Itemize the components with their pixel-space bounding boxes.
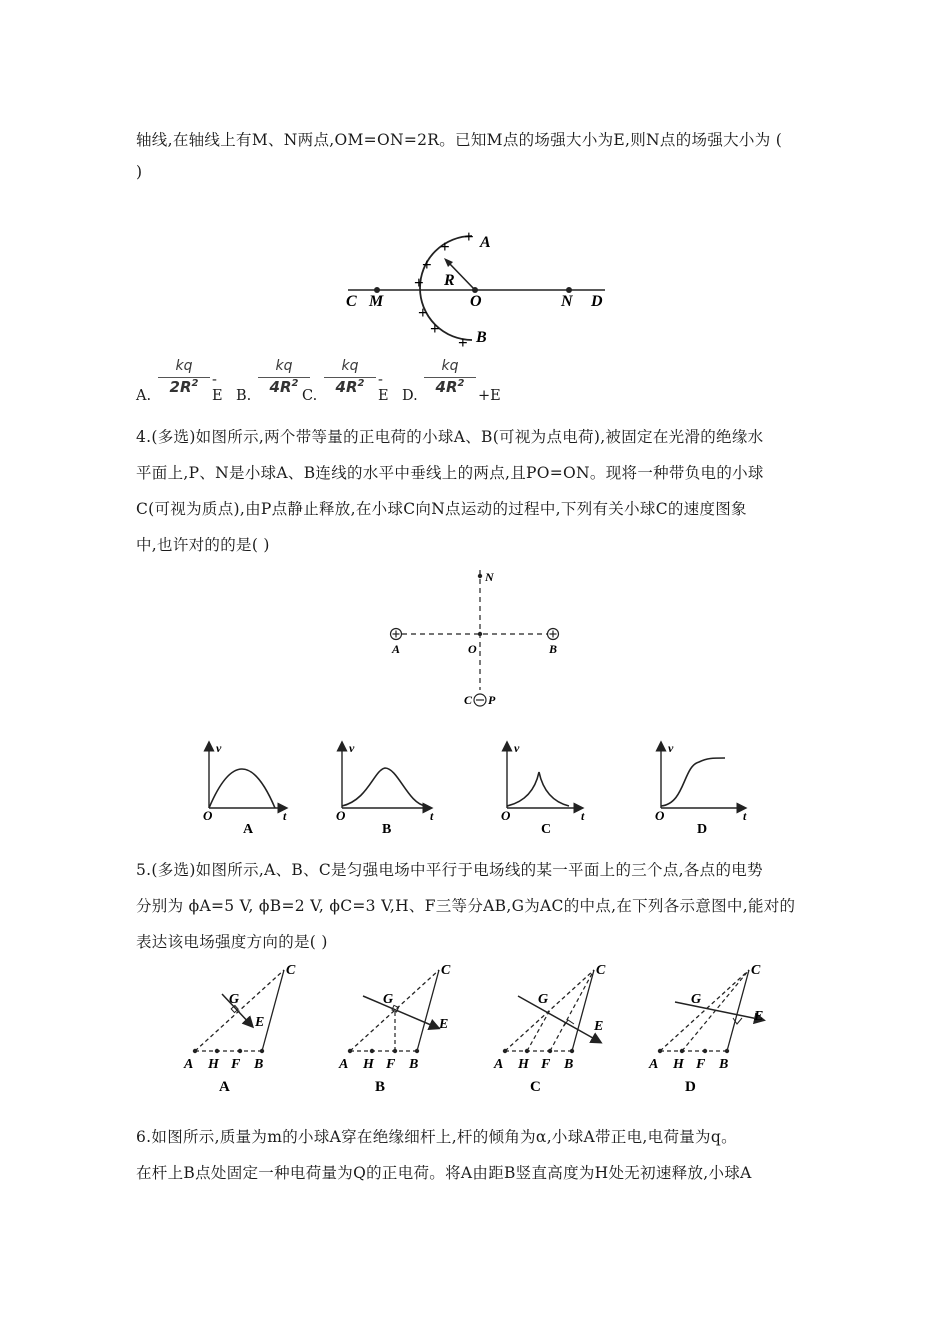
svg-text:t: t xyxy=(581,809,585,823)
svg-text:O: O xyxy=(501,808,511,823)
svg-text:H: H xyxy=(363,1057,374,1072)
q5-field-diagrams xyxy=(180,958,780,1098)
svg-text:+: + xyxy=(440,237,450,256)
svg-text:B: B xyxy=(254,1057,264,1072)
field-diagram-b-label: B xyxy=(375,1079,386,1095)
svg-text:B: B xyxy=(564,1057,574,1072)
fig3-label-o: O xyxy=(470,293,482,310)
q5-text-line1: 5.(多选)如图所示,A、B、C是匀强电场中平行于电场线的某一平面上的三个点,各点的电势 xyxy=(136,861,763,879)
svg-text:v: v xyxy=(216,741,222,755)
q3-text-line1: 轴线,在轴线上有M、N两点,OM=ON=2R。已知M点的场强大小为E,则N点的场强大小为 ( xyxy=(136,131,783,149)
svg-text:v: v xyxy=(514,741,520,755)
fig3-label-b: B xyxy=(476,329,487,346)
svg-text:A: A xyxy=(649,1057,659,1072)
fig4-label-b: B xyxy=(549,642,558,656)
svg-text:+: + xyxy=(464,227,474,246)
svg-text:C: C xyxy=(751,963,761,978)
q5-text-line2: 分别为 ϕA=5 V, ϕB=2 V, ϕC=3 V,H、F三等分AB,G为AC的中点,在下列各示意图中,能对的 xyxy=(136,897,796,915)
fig4-label-n: N xyxy=(485,570,494,584)
field-diagram-b[interactable] xyxy=(338,963,451,1095)
fig3-label-m: M xyxy=(369,293,384,310)
svg-text:t: t xyxy=(430,809,434,823)
q6-text-line2: 在杆上B点处固定一种电荷量为Q的正电荷。将A由距B竖直高度为H处无初速释放,小球A xyxy=(136,1164,752,1182)
velocity-graph-d-label: D xyxy=(697,822,708,837)
svg-text:G: G xyxy=(229,992,240,1007)
svg-text:O: O xyxy=(203,808,213,823)
svg-text:+: + xyxy=(414,273,424,292)
svg-text:G: G xyxy=(691,992,702,1007)
svg-text:E: E xyxy=(594,1019,604,1034)
svg-text:A: A xyxy=(184,1057,194,1072)
q4-text-line2: 平面上,P、N是小球A、B连线的水平中垂线上的两点,且PO=ON。现将一种带负电的小球 xyxy=(136,464,764,482)
velocity-graph-c-label: C xyxy=(541,822,552,837)
svg-text:t: t xyxy=(743,809,747,823)
field-diagram-d-label: D xyxy=(685,1079,696,1095)
svg-text:+: + xyxy=(422,255,432,274)
svg-text:E: E xyxy=(439,1017,449,1032)
field-diagram-c[interactable] xyxy=(493,963,606,1095)
field-diagram-d[interactable] xyxy=(648,963,763,1095)
q3-semicircle-figure xyxy=(330,222,620,352)
svg-text:t: t xyxy=(283,809,287,823)
svg-text:O: O xyxy=(655,808,665,823)
svg-text:G: G xyxy=(538,992,549,1007)
svg-text:O: O xyxy=(336,808,346,823)
q3-options: A. kq $2R^2$ -E B. kq $4R^2$ C. kq $4R^2$ -E D. kq $4R^2$ +E xyxy=(136,358,501,404)
q3-text-line2: ) xyxy=(136,163,143,181)
q4-text-line4: 中,也许对的的是( ) xyxy=(136,536,270,554)
fig3-label-a: A xyxy=(480,234,491,251)
fig3-label-r: R xyxy=(444,272,455,289)
q4-velocity-graphs xyxy=(195,738,755,838)
svg-text:F: F xyxy=(541,1057,551,1072)
velocity-graph-b[interactable] xyxy=(336,741,434,837)
q6-text-line1: 6.如图所示,质量为m的小球A穿在绝缘细杆上,杆的倾角为α,小球A带正电,电荷量为q。 xyxy=(136,1128,737,1146)
fig3-label-d: D xyxy=(591,293,603,310)
svg-text:A: A xyxy=(494,1057,504,1072)
fig4-label-c: C xyxy=(464,693,473,707)
svg-text:C: C xyxy=(596,963,606,978)
velocity-graph-a-label: A xyxy=(243,822,254,837)
velocity-graph-d[interactable] xyxy=(655,741,747,837)
svg-text:v: v xyxy=(668,741,674,755)
svg-text:E: E xyxy=(255,1015,265,1030)
svg-text:H: H xyxy=(208,1057,219,1072)
q5-text-line3: 表达该电场强度方向的是( ) xyxy=(136,933,328,951)
svg-text:G: G xyxy=(383,992,394,1007)
q4-text-line1: 4.(多选)如图所示,两个带等量的正电荷的小球A、B(可视为点电荷),被固定在光滑的绝缘水 xyxy=(136,428,764,446)
svg-text:H: H xyxy=(518,1057,529,1072)
q4-charges-figure xyxy=(380,560,580,720)
q4-text-line3: C(可视为质点),由P点静止释放,在小球C向N点运动的过程中,下列有关小球C的速度图象 xyxy=(136,500,747,518)
svg-text:F: F xyxy=(231,1057,241,1072)
velocity-graph-c[interactable] xyxy=(501,741,585,837)
svg-text:E: E xyxy=(754,1009,764,1024)
velocity-graph-a[interactable] xyxy=(203,741,287,837)
svg-text:A: A xyxy=(339,1057,349,1072)
fig3-label-c: C xyxy=(346,293,357,310)
svg-text:B: B xyxy=(719,1057,729,1072)
fig4-label-o: O xyxy=(468,642,477,656)
field-diagram-a-label: A xyxy=(219,1079,230,1095)
field-diagram-a[interactable] xyxy=(183,963,296,1095)
svg-text:+: + xyxy=(458,333,468,352)
field-diagram-c-label: C xyxy=(530,1079,541,1095)
fig4-label-p: P xyxy=(488,693,496,707)
svg-text:C: C xyxy=(286,963,296,978)
svg-text:C: C xyxy=(441,963,451,978)
velocity-graph-b-label: B xyxy=(382,822,392,837)
svg-text:F: F xyxy=(696,1057,706,1072)
svg-text:+: + xyxy=(430,319,440,338)
svg-text:+: + xyxy=(418,303,428,322)
svg-text:v: v xyxy=(349,741,355,755)
svg-text:H: H xyxy=(673,1057,684,1072)
svg-text:B: B xyxy=(409,1057,419,1072)
fig4-label-a: A xyxy=(392,642,401,656)
fig3-label-n: N xyxy=(561,293,573,310)
svg-text:F: F xyxy=(386,1057,396,1072)
